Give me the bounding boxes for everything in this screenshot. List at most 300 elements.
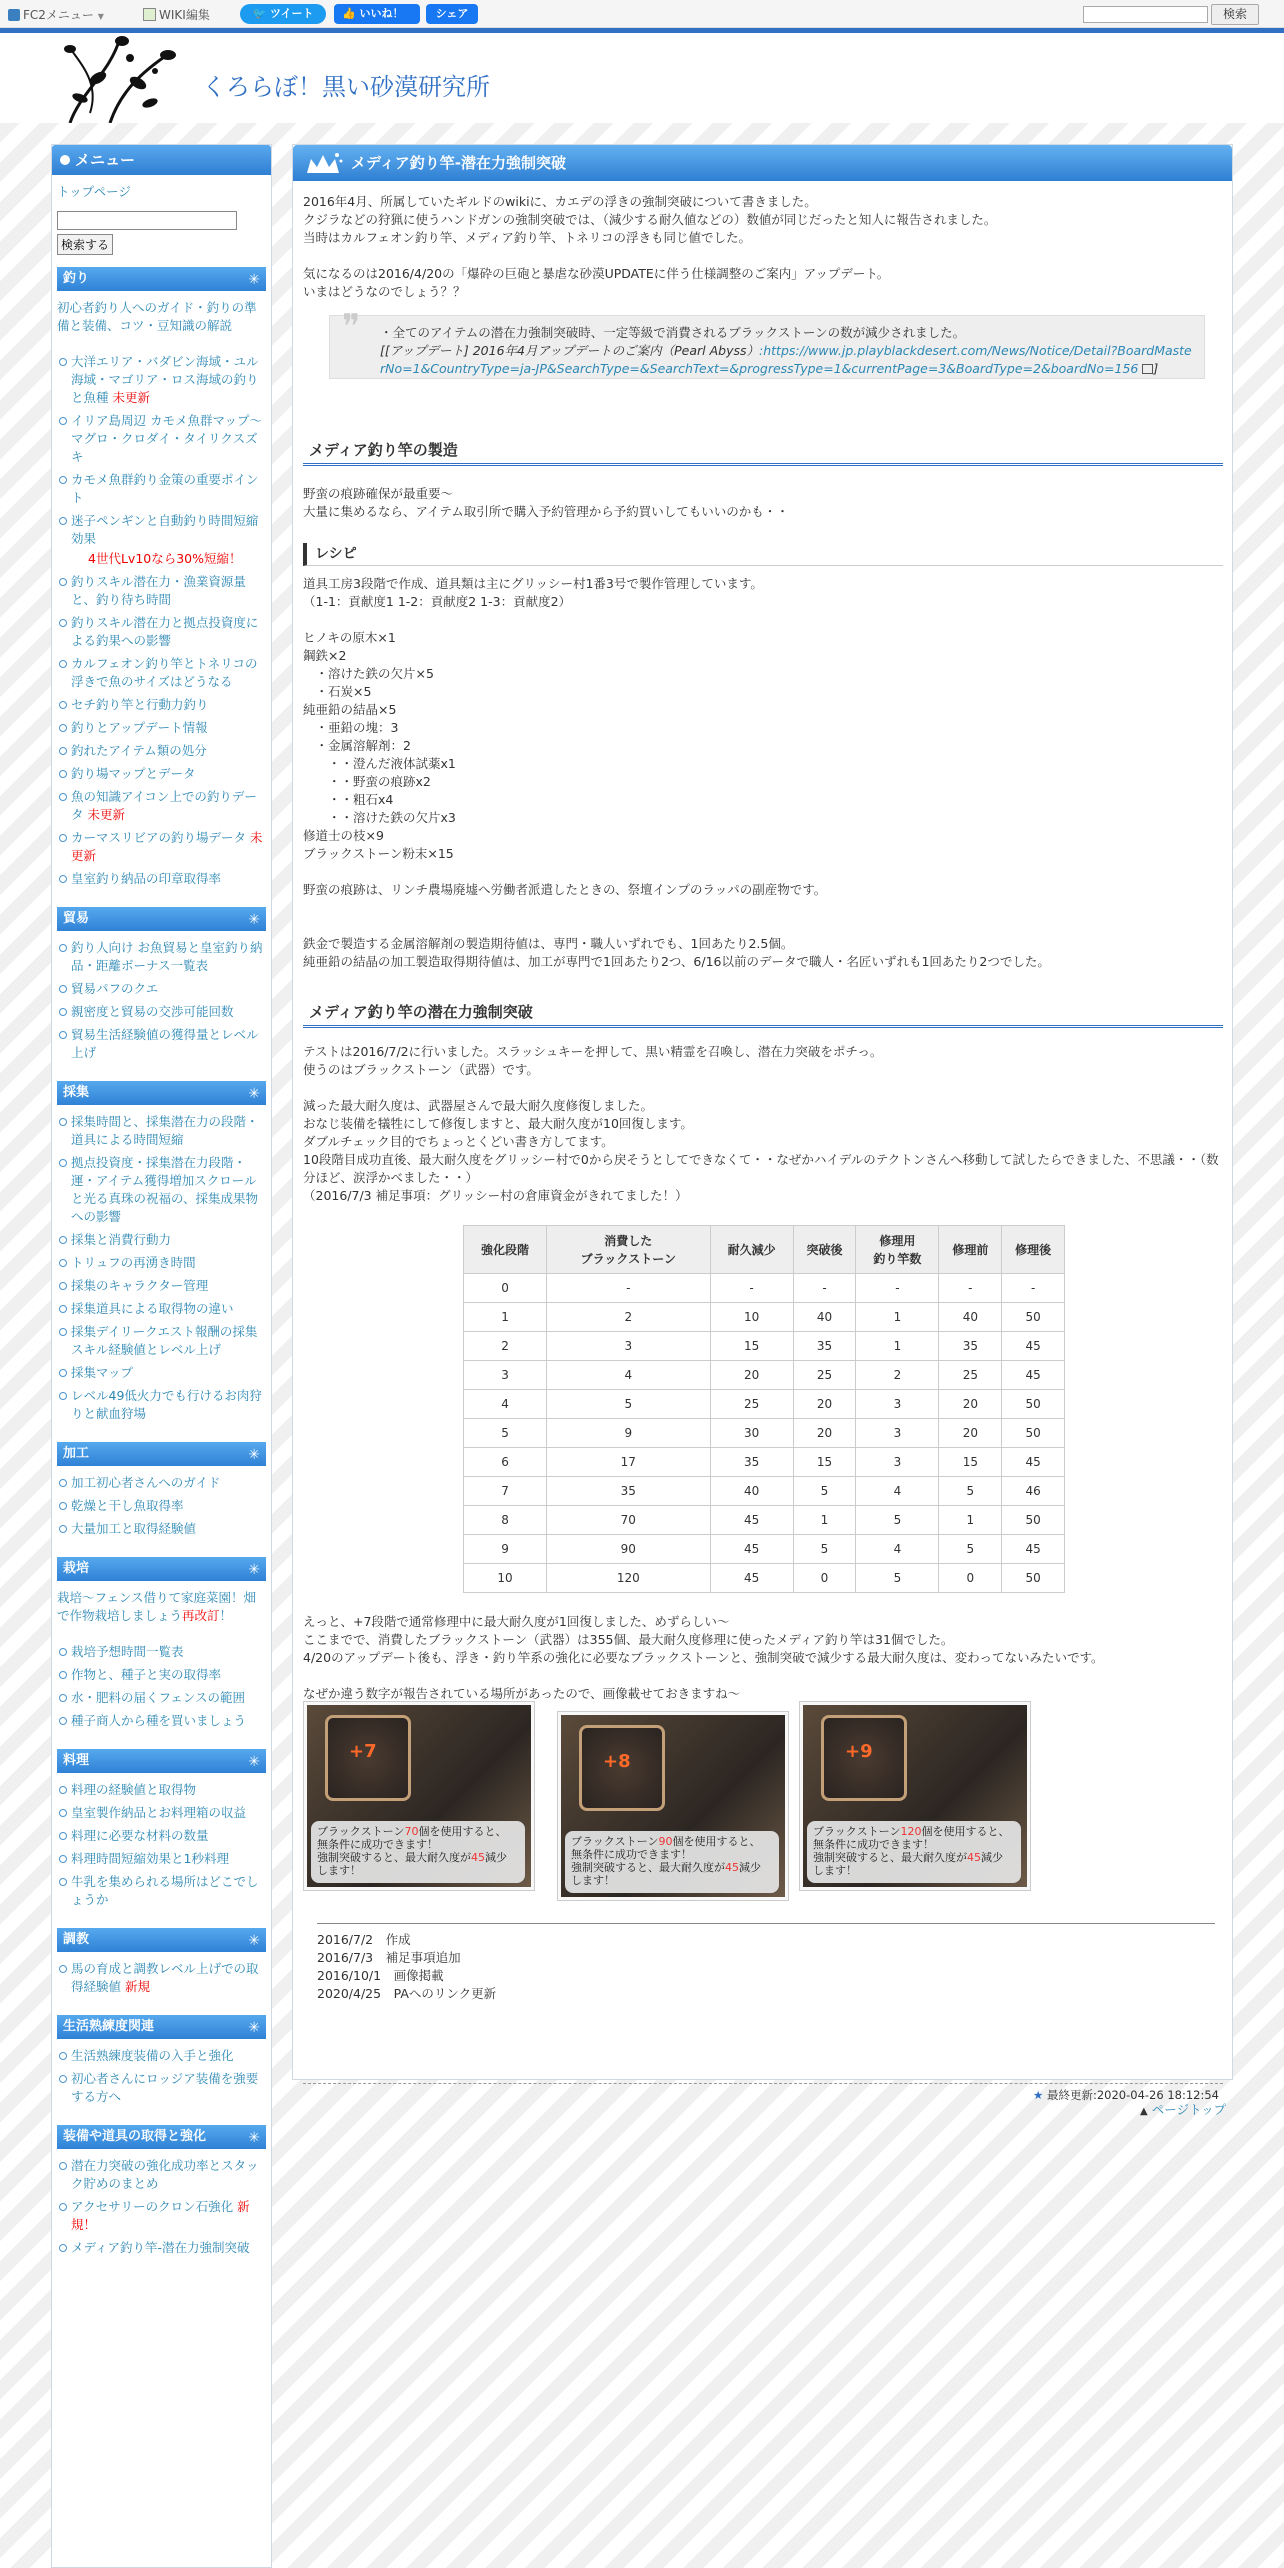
fc2-icon <box>8 9 20 21</box>
status-badge: 新規！ <box>71 2199 250 2232</box>
table-cell: 25 <box>939 1361 1002 1390</box>
table-header: 消費した ブラックストーン <box>547 1226 710 1274</box>
caption-text: 減少 <box>981 1851 1003 1864</box>
sidebar-intro-text: 栽培～フェンス借りて家庭菜園！畑で作物栽培しましょう <box>57 1590 257 1623</box>
sidebar-section-title: 採集 <box>63 1085 90 1100</box>
chevron-down-icon: ▼ <box>97 12 104 21</box>
text-line: 10段階目成功直後、最大耐久度をグリッシー村で0から戻そうとしてできなくて・・なぜかハイデルのテクトンさんへ移動して試したらできました、不思議・・（数分ほど、涙浮かべました・・） <box>303 1152 1219 1185</box>
table-cell: 15 <box>793 1448 856 1477</box>
text-line: なぜか違う数字が報告されている場所があったので、画像載せておきますね～ <box>303 1686 741 1701</box>
sidebar-item[interactable] <box>58 1026 265 1062</box>
caption-text: 無条件に成功できます！ <box>571 1848 692 1861</box>
table-cell: 1 <box>939 1506 1002 1535</box>
text-line: いまはどうなのでしょう？？ <box>303 284 466 299</box>
sparkle-icon: ✳ <box>248 1562 260 1578</box>
table-cell: 45 <box>1002 1535 1065 1564</box>
site-title[interactable]: くろらぼ！黒い砂漠研究所 <box>202 73 490 101</box>
table-cell: 5 <box>939 1535 1002 1564</box>
text-line: ダブルチェック目的でちょっとくどい書き方してます。 <box>303 1134 614 1149</box>
status-badge: 新規 <box>121 1979 150 1994</box>
enhance-level: +7 <box>349 1741 377 1762</box>
stone-count: 70 <box>404 1825 419 1838</box>
sidebar-section-title: 料理 <box>63 1753 90 1768</box>
caption-text: します！ <box>317 1864 361 1877</box>
sidebar-item[interactable] <box>58 512 265 548</box>
sidebar-item[interactable] <box>58 1300 265 1318</box>
sidebar-item[interactable] <box>58 2198 265 2234</box>
table-row <box>464 1535 1065 1564</box>
text-line: 2020/4/25 PAへのリンク更新 <box>317 1986 497 2001</box>
sidebar-intro-text: 初心者釣り人へのガイド・釣りの準備と装備、コツ・豆知識の解説 <box>57 300 257 333</box>
table-cell: 8 <box>464 1506 547 1535</box>
sidebar-item[interactable] <box>58 1850 265 1868</box>
text-line <box>303 1079 1223 1097</box>
text-line <box>303 1667 1223 1685</box>
table-row <box>464 1506 1065 1535</box>
sidebar-section-6 <box>57 1749 266 1773</box>
sidebar-item-label: 皇室製作納品とお料理箱の収益 <box>71 1805 247 1820</box>
text-line: ・溶けた鉄の欠片×5 <box>303 666 434 681</box>
table-cell: 40 <box>793 1303 856 1332</box>
table-cell: 6 <box>464 1448 547 1477</box>
table-cell: 20 <box>793 1390 856 1419</box>
caption-text: 減少 <box>485 1851 507 1864</box>
sparkle-icon: ✳ <box>248 1086 260 1102</box>
sidebar-item[interactable] <box>58 573 265 609</box>
table-cell: 45 <box>1002 1361 1065 1390</box>
table-row <box>464 1448 1065 1477</box>
table-cell: 35 <box>710 1448 793 1477</box>
sidebar-item[interactable] <box>58 742 265 760</box>
page-top-link[interactable]: ▲ ページトップ <box>1140 2102 1227 2117</box>
sidebar-item[interactable] <box>58 1643 265 1661</box>
sidebar-item[interactable] <box>58 1474 265 1492</box>
enhance-level: +9 <box>845 1741 873 1762</box>
caption-text: します！ <box>571 1874 615 1887</box>
sidebar-item[interactable] <box>58 1666 265 1684</box>
sidebar-item-label: 貿易生活経験値の獲得量とレベル上げ <box>71 1027 259 1060</box>
sidebar-item[interactable] <box>58 1254 265 1272</box>
sidebar-item-label: 貿易パフのクエ <box>71 981 159 996</box>
table-cell: 5 <box>464 1419 547 1448</box>
status-badge: 再改訂 <box>182 1608 220 1623</box>
sparkle-icon: ✳ <box>248 272 260 288</box>
table-header: 修理前 <box>939 1226 1002 1274</box>
table-cell: 20 <box>793 1419 856 1448</box>
breakthrough-table <box>463 1225 1065 1593</box>
sidebar-item[interactable] <box>58 1497 265 1515</box>
table-cell: 25 <box>793 1361 856 1390</box>
sidebar <box>51 144 272 2568</box>
sidebar-item-label: 親密度と貿易の交渉可能回数 <box>71 1004 234 1019</box>
text-line <box>303 917 1223 935</box>
sparkle-icon: ✳ <box>248 912 260 928</box>
intro-text <box>303 193 1223 301</box>
stone-count: 90 <box>658 1835 673 1848</box>
share-button[interactable]: シェア <box>426 4 478 24</box>
sidebar-item[interactable] <box>58 1827 265 1845</box>
caption-text: 個を使用すると、 <box>418 1825 507 1838</box>
sidebar-section-title: 装備や道具の取得と強化 <box>63 2129 207 2144</box>
sidebar-item-label: 種子商人から種を買いましょう <box>71 1713 247 1728</box>
recipe-text <box>303 575 1223 971</box>
quote-line: ・全てのアイテムの潜在力強制突破時、一定等級で消費されるブラックストーンの数が減少されました。 <box>380 325 966 340</box>
status-badge: 未更新 <box>108 390 150 405</box>
caption-text: 減少 <box>739 1861 761 1874</box>
sidebar-item-note: 4世代Lv10なら30%短縮！ <box>88 551 242 566</box>
sidebar-item-label: 加工初心者さんへのガイド <box>71 1475 221 1490</box>
table-cell: 50 <box>1002 1303 1065 1332</box>
caption-text: 強制突破すると、最大耐久度が <box>317 1851 471 1864</box>
sidebar-item[interactable] <box>58 1364 265 1382</box>
table-header-row <box>464 1226 1065 1274</box>
sidebar-item-label: 作物と、種子と実の取得率 <box>71 1667 222 1682</box>
sidebar-item[interactable] <box>58 1277 265 1295</box>
text-line: えっと、+7段階で通常修理中に最大耐久度が1回復しました、めずらしい～ <box>303 1614 730 1629</box>
recipe-heading: レシピ <box>303 543 1223 566</box>
sidebar-section-4 <box>57 1442 266 1466</box>
table-cell: 70 <box>547 1506 710 1535</box>
durability-loss: 45 <box>725 1861 739 1874</box>
text-line: ・・野蛮の痕跡x2 <box>303 774 431 789</box>
sidebar-item-label: 採集と消費行動力 <box>71 1232 172 1247</box>
text-line: ・・溶けた鉄の欠片x3 <box>303 810 456 825</box>
wiki-edit-link[interactable]: WIKI編集 <box>143 6 210 23</box>
table-cell: - <box>1002 1274 1065 1303</box>
table-cell: 35 <box>939 1332 1002 1361</box>
durability-loss: 45 <box>471 1851 485 1864</box>
table-cell: 2 <box>856 1361 939 1390</box>
text-line: 道具工房3段階で作成、道具類は主にグリッシー村1番3号で製作管理しています。 <box>303 576 763 591</box>
sidebar-top-page-link[interactable]: トップページ <box>57 184 131 199</box>
top-search-input[interactable] <box>1083 6 1208 23</box>
quote-link[interactable]: :https://www.jp.playblackdesert.com/News/Notice/Detail?BoardMasterNo=1&CountryType=ja-JP&SearchType=&SearchText=&progressType=1&currentPage=3&BoardType=2&boardNo=156 <box>380 343 1192 376</box>
sidebar-item[interactable] <box>58 2157 265 2193</box>
sidebar-item[interactable] <box>58 829 265 865</box>
edit-icon <box>143 8 156 21</box>
table-cell: 5 <box>793 1535 856 1564</box>
sidebar-item[interactable] <box>58 2239 265 2257</box>
sidebar-item-label: 栽培予想時間一覧表 <box>71 1644 184 1659</box>
table-cell: 0 <box>464 1274 547 1303</box>
caption-text: 個を使用すると、 <box>672 1835 761 1848</box>
table-cell: 45 <box>1002 1448 1065 1477</box>
text-line: テストは2016/7/2に行いました。スラッシュキーを押して、黒い精霊を召喚し、潜在力突破をポチっ。 <box>303 1044 883 1059</box>
caption-text: ブラックストーン <box>317 1825 405 1838</box>
sidebar-item-label: メディア釣り竿-潜在力強制突破 <box>71 2240 250 2255</box>
caption-text: 強制突破すると、最大耐久度が <box>813 1851 967 1864</box>
summary-text <box>303 1613 1223 1703</box>
screenshot-image <box>803 1705 1027 1887</box>
sidebar-item[interactable] <box>58 939 265 975</box>
table-cell: 10 <box>710 1303 793 1332</box>
text-line <box>303 247 1223 265</box>
sidebar-search-input[interactable] <box>57 211 237 230</box>
sidebar-section-1 <box>57 267 266 291</box>
text-line: 2016/7/2 作成 <box>317 1932 411 1947</box>
sidebar-item-label: 料理時間短縮効果と1秒料理 <box>71 1851 229 1866</box>
table-cell: 9 <box>464 1535 547 1564</box>
caption-text: 無条件に成功できます！ <box>317 1838 438 1851</box>
sidebar-item[interactable] <box>58 719 265 737</box>
divider <box>317 1923 1215 1924</box>
text-line: 純亜鉛の結晶×5 <box>303 702 397 717</box>
sidebar-item-label: 採集デイリークエスト報酬の採集スキル経験値とレベル上げ <box>71 1324 258 1357</box>
sparkle-icon: ✳ <box>248 2130 260 2146</box>
table-cell: 0 <box>793 1564 856 1593</box>
table-cell: 5 <box>939 1477 1002 1506</box>
twitter-bird-icon: 🐦 <box>252 7 267 20</box>
sidebar-intro-link[interactable] <box>57 299 266 335</box>
text-line: 2016年4月、所属していたギルドのwikiに、カエデの浮きの強制突破について書きました。 <box>303 194 817 209</box>
sidebar-item-label: 釣りスキル潜在力・漁業資源量と、釣り待ち時間 <box>71 574 246 607</box>
table-cell: - <box>793 1274 856 1303</box>
text-line: 大量に集めるなら、アイテム取引所で購入予約管理から予約買いしてもいいのかも・・ <box>303 504 789 519</box>
caption-text: 強制突破すると、最大耐久度が <box>571 1861 725 1874</box>
table-cell: 5 <box>856 1506 939 1535</box>
text-line: ・亜鉛の塊：3 <box>303 720 399 735</box>
top-toolbar <box>0 0 1284 28</box>
page-title: メディア釣り竿-潜在力強制突破 <box>351 154 567 172</box>
text-line: 純亜鉛の結晶の加工製造取得期待値は、加工が専門で1回あたり2つ、6/16以前のデータで職人・名匠いずれも1回あたり2つでした。 <box>303 954 1050 969</box>
caption-text: ブラックストーン <box>813 1825 901 1838</box>
sidebar-section-title: 釣り <box>63 271 90 286</box>
sidebar-item-label: 馬の育成と調教レベル上げでの取得経験値 <box>71 1961 259 1994</box>
table-cell: 7 <box>464 1477 547 1506</box>
table-cell: 35 <box>547 1477 710 1506</box>
status-badge: 未更新 <box>71 830 263 863</box>
table-cell: 45 <box>710 1564 793 1593</box>
text-line: 2016/10/1 画像掲載 <box>317 1968 444 1983</box>
sidebar-item-label: 釣れたアイテム類の処分 <box>71 743 207 758</box>
text-line: （1-1：貢献度1 1-2：貢献度2 1-3：貢献度2） <box>303 594 572 609</box>
table-header: 強化段階 <box>464 1226 547 1274</box>
section-heading-manufacture: メディア釣り竿の製造 <box>303 437 1223 466</box>
table-cell: 45 <box>710 1506 793 1535</box>
fc2-menu[interactable]: FC2メニュー ▼ <box>8 6 104 23</box>
screenshot-gallery <box>303 1701 1223 1893</box>
text-line: 使うのはブラックストーン（武器）です。 <box>303 1062 539 1077</box>
table-cell: 15 <box>710 1332 793 1361</box>
sidebar-item[interactable] <box>58 412 265 466</box>
sidebar-item[interactable] <box>58 1689 265 1707</box>
sidebar-item[interactable] <box>58 2070 265 2106</box>
table-cell: 1 <box>464 1303 547 1332</box>
table-cell: 15 <box>939 1448 1002 1477</box>
sidebar-search-button[interactable]: 検索する <box>57 234 113 255</box>
text-line <box>303 899 1223 917</box>
sidebar-intro-tail: ！ <box>219 1608 233 1623</box>
sidebar-item-label: 釣り場マップとデータ <box>71 766 196 781</box>
sidebar-item[interactable] <box>58 980 265 998</box>
text-line <box>303 863 1223 881</box>
caption-text: ブラックストーン <box>571 1835 659 1848</box>
sidebar-section-title: 加工 <box>63 1446 90 1461</box>
sidebar-item[interactable] <box>58 1113 265 1149</box>
revision-history <box>317 1931 817 2003</box>
sidebar-sections <box>52 267 271 2276</box>
enhance-level: +8 <box>603 1751 631 1772</box>
sparkle-icon: ✳ <box>248 2020 260 2036</box>
floral-logo-icon <box>50 33 190 123</box>
text-line: ・石炭×5 <box>303 684 372 699</box>
table-cell: 4 <box>856 1477 939 1506</box>
sidebar-item[interactable] <box>58 696 265 714</box>
sidebar-section-2 <box>57 907 266 931</box>
table-cell: 0 <box>939 1564 1002 1593</box>
table-row <box>464 1390 1065 1419</box>
sidebar-intro-link[interactable] <box>57 1589 266 1625</box>
screenshot <box>557 1711 789 1901</box>
sidebar-item[interactable] <box>58 1960 265 1996</box>
sidebar-item[interactable] <box>58 1003 265 1021</box>
sidebar-item-label: 釣り人向け お魚貿易と皇室釣り納品・距離ボーナス一覧表 <box>71 940 263 973</box>
sidebar-item-label: アクセサリーのクロン石強化 <box>71 2199 234 2214</box>
breakthrough-text <box>303 1043 1223 1205</box>
sidebar-item-label: イリア島周辺 カモメ魚群マップ～マグロ・クロダイ・タイリクスズキ <box>71 413 262 464</box>
sidebar-item[interactable] <box>58 788 265 824</box>
text-line: おなじ装備を犠牲にして修復しますと、最大耐久度が10回復します。 <box>303 1116 693 1131</box>
sidebar-item-label: 採集道具による取得物の違い <box>71 1301 234 1316</box>
sidebar-item-label: 魚の知識アイコン上での釣りデータ <box>71 789 257 822</box>
sidebar-item-label: 皇室釣り納品の印章取得率 <box>71 871 222 886</box>
screenshot-caption <box>807 1821 1021 1883</box>
text-line: 当時はカルフェオン釣り竿、メディア釣り竿、トネリコの浮きも同じ値でした。 <box>303 230 752 245</box>
caption-text: 個を使用すると、 <box>921 1825 1010 1838</box>
sidebar-item-label: トリュフの再湧き時間 <box>71 1255 196 1270</box>
status-badge: 未更新 <box>83 807 125 822</box>
crown-icon <box>303 151 343 175</box>
top-search-button[interactable]: 検索 <box>1211 4 1259 25</box>
screenshot-caption <box>311 1821 525 1883</box>
table-cell: 3 <box>856 1419 939 1448</box>
text-line: 気になるのは2016/4/20の「爆砕の巨砲と暴虐な砂漠UPDATEに伴う仕様調整のご案内」アップデート。 <box>303 266 890 281</box>
sidebar-item[interactable] <box>58 1520 265 1538</box>
last-updated: ★ 最終更新:2020-04-26 18:12:54 <box>303 2083 1223 2107</box>
table-cell: 46 <box>1002 1477 1065 1506</box>
table-cell: 3 <box>856 1448 939 1477</box>
sidebar-title: メニュー <box>52 145 271 175</box>
sidebar-item-label: 潜在力突破の強化成功率とスタック貯めのまとめ <box>71 2158 259 2191</box>
arrow-up-icon: ▲ <box>1140 2106 1148 2117</box>
sidebar-section-title: 貿易 <box>63 911 90 926</box>
table-row <box>464 1274 1065 1303</box>
tweet-button[interactable]: 🐦 ツイート <box>240 4 326 24</box>
sidebar-item[interactable] <box>58 870 265 888</box>
table-header: 修理後 <box>1002 1226 1065 1274</box>
text-line: ・・粗石x4 <box>303 792 394 807</box>
screenshot-image <box>307 1705 531 1887</box>
sidebar-item-label: 大量加工と取得経験値 <box>71 1521 197 1536</box>
table-cell: 50 <box>1002 1390 1065 1419</box>
sidebar-item[interactable] <box>58 2047 265 2065</box>
sidebar-section-title: 調教 <box>63 1932 90 1947</box>
sidebar-item-label: カルフェオン釣り竿とトネリコの浮きで魚のサイズはどうなる <box>71 656 258 689</box>
table-cell: 5 <box>793 1477 856 1506</box>
sidebar-item[interactable] <box>58 471 265 507</box>
screenshot <box>303 1701 535 1891</box>
text-line: 修道士の枝×9 <box>303 828 384 843</box>
section-heading-breakthrough: メディア釣り竿の潜在力強制突破 <box>303 999 1223 1028</box>
table-cell: 5 <box>547 1390 710 1419</box>
table-header: 修理用 釣り竿数 <box>856 1226 939 1274</box>
table-row <box>464 1303 1065 1332</box>
manufacture-text <box>303 485 1223 521</box>
quote-source: [[アップデート] 2016年4月アップデートのご案内（Pearl Abyss） <box>380 343 760 358</box>
like-button[interactable]: 👍 いいね！ <box>334 4 420 24</box>
sparkle-icon: ✳ <box>248 1754 260 1770</box>
table-header: 突破後 <box>793 1226 856 1274</box>
sidebar-item-label: セチ釣り竿と行動力釣り <box>71 697 209 712</box>
sidebar-item[interactable] <box>58 765 265 783</box>
screenshot-image <box>561 1715 785 1897</box>
sidebar-item-label: 乾燥と干し魚取得率 <box>71 1498 184 1513</box>
sidebar-section-title: 栽培 <box>63 1561 90 1576</box>
table-cell: 5 <box>856 1564 939 1593</box>
table-row <box>464 1361 1065 1390</box>
text-line: 2016/7/3 補足事項追加 <box>317 1950 461 1965</box>
table-cell: - <box>856 1274 939 1303</box>
update-quote: ❞ ・全てのアイテムの潜在力強制突破時、一定等級で消費されるブラックストーンの数が減少されました。 [[アップデート] 2016年4月アップデートのご案内（Pearl Abyss）:https://www.jp.playblackdesert.com/News/Notice/Detail?BoardMasterNo=1&CountryType=ja-JP&SearchType=&SearchText=&progressType=1&currentPage=3&BoardType=2&boardNo=156 ] <box>329 315 1205 379</box>
sidebar-item[interactable] <box>58 1873 265 1909</box>
table-row <box>464 1477 1065 1506</box>
sidebar-item-label: 採集のキャラクター管理 <box>71 1278 209 1293</box>
sidebar-item-label: 水・肥料の届くフェンスの範囲 <box>71 1690 246 1705</box>
table-cell: 2 <box>547 1303 710 1332</box>
sidebar-item[interactable] <box>58 1804 265 1822</box>
table-row <box>464 1332 1065 1361</box>
caption-text: 無条件に成功できます！ <box>813 1838 934 1851</box>
text-line: クジラなどの狩猟に使うハンドガンの強制突破では、（減少する耐久値などの）数値が同じだったと知人に報告されました。 <box>303 212 997 227</box>
sidebar-item-label: カーマスリビアの釣り場データ <box>71 830 247 845</box>
sidebar-item[interactable] <box>58 655 265 691</box>
table-cell: 45 <box>1002 1332 1065 1361</box>
sidebar-item-label: 生活熟練度装備の入手と強化 <box>71 2048 234 2063</box>
table-cell: - <box>939 1274 1002 1303</box>
sidebar-item-label: 大洋エリア・バダビン海域・ユル海域・マゴリア・ロス海域の釣りと魚種 <box>71 354 259 405</box>
table-cell: 3 <box>856 1390 939 1419</box>
durability-loss: 45 <box>967 1851 981 1864</box>
sidebar-item-label: 釣りとアップデート情報 <box>71 720 208 735</box>
sparkle-icon: ✳ <box>248 1447 260 1463</box>
table-row <box>464 1564 1065 1593</box>
sidebar-section-7 <box>57 1928 266 1952</box>
sidebar-section-9 <box>57 2125 266 2149</box>
sidebar-section-3 <box>57 1081 266 1105</box>
table-cell: 50 <box>1002 1419 1065 1448</box>
sidebar-section-5 <box>57 1557 266 1581</box>
sidebar-item[interactable] <box>58 1154 265 1226</box>
sidebar-item-label: 料理に必要な材料の数量 <box>71 1828 209 1843</box>
sidebar-item[interactable] <box>58 614 265 650</box>
sidebar-item[interactable] <box>58 1323 265 1359</box>
text-line <box>303 611 1223 629</box>
table-cell: 90 <box>547 1535 710 1564</box>
sidebar-item[interactable] <box>58 1231 265 1249</box>
page-title-bar <box>293 145 1232 181</box>
sidebar-item[interactable] <box>58 1781 265 1799</box>
table-cell: 50 <box>1002 1564 1065 1593</box>
sidebar-item-label: 迷子ペンギンと自動釣り時間短縮効果 <box>71 513 259 546</box>
table-cell: 3 <box>547 1332 710 1361</box>
text-line: 4/20のアップデート後も、浮き・釣り竿系の強化に必要なブラックストーンと、強制突破で減少する最大耐久度は、変わってないみたいです。 <box>303 1650 1104 1665</box>
sidebar-item[interactable] <box>58 353 265 407</box>
table-cell: 40 <box>939 1303 1002 1332</box>
table-cell: 17 <box>547 1448 710 1477</box>
sidebar-item[interactable] <box>58 1387 265 1423</box>
sidebar-item[interactable] <box>58 1712 265 1730</box>
sidebar-item-label: 釣りスキル潜在力と拠点投資度による釣果への影響 <box>71 615 259 648</box>
